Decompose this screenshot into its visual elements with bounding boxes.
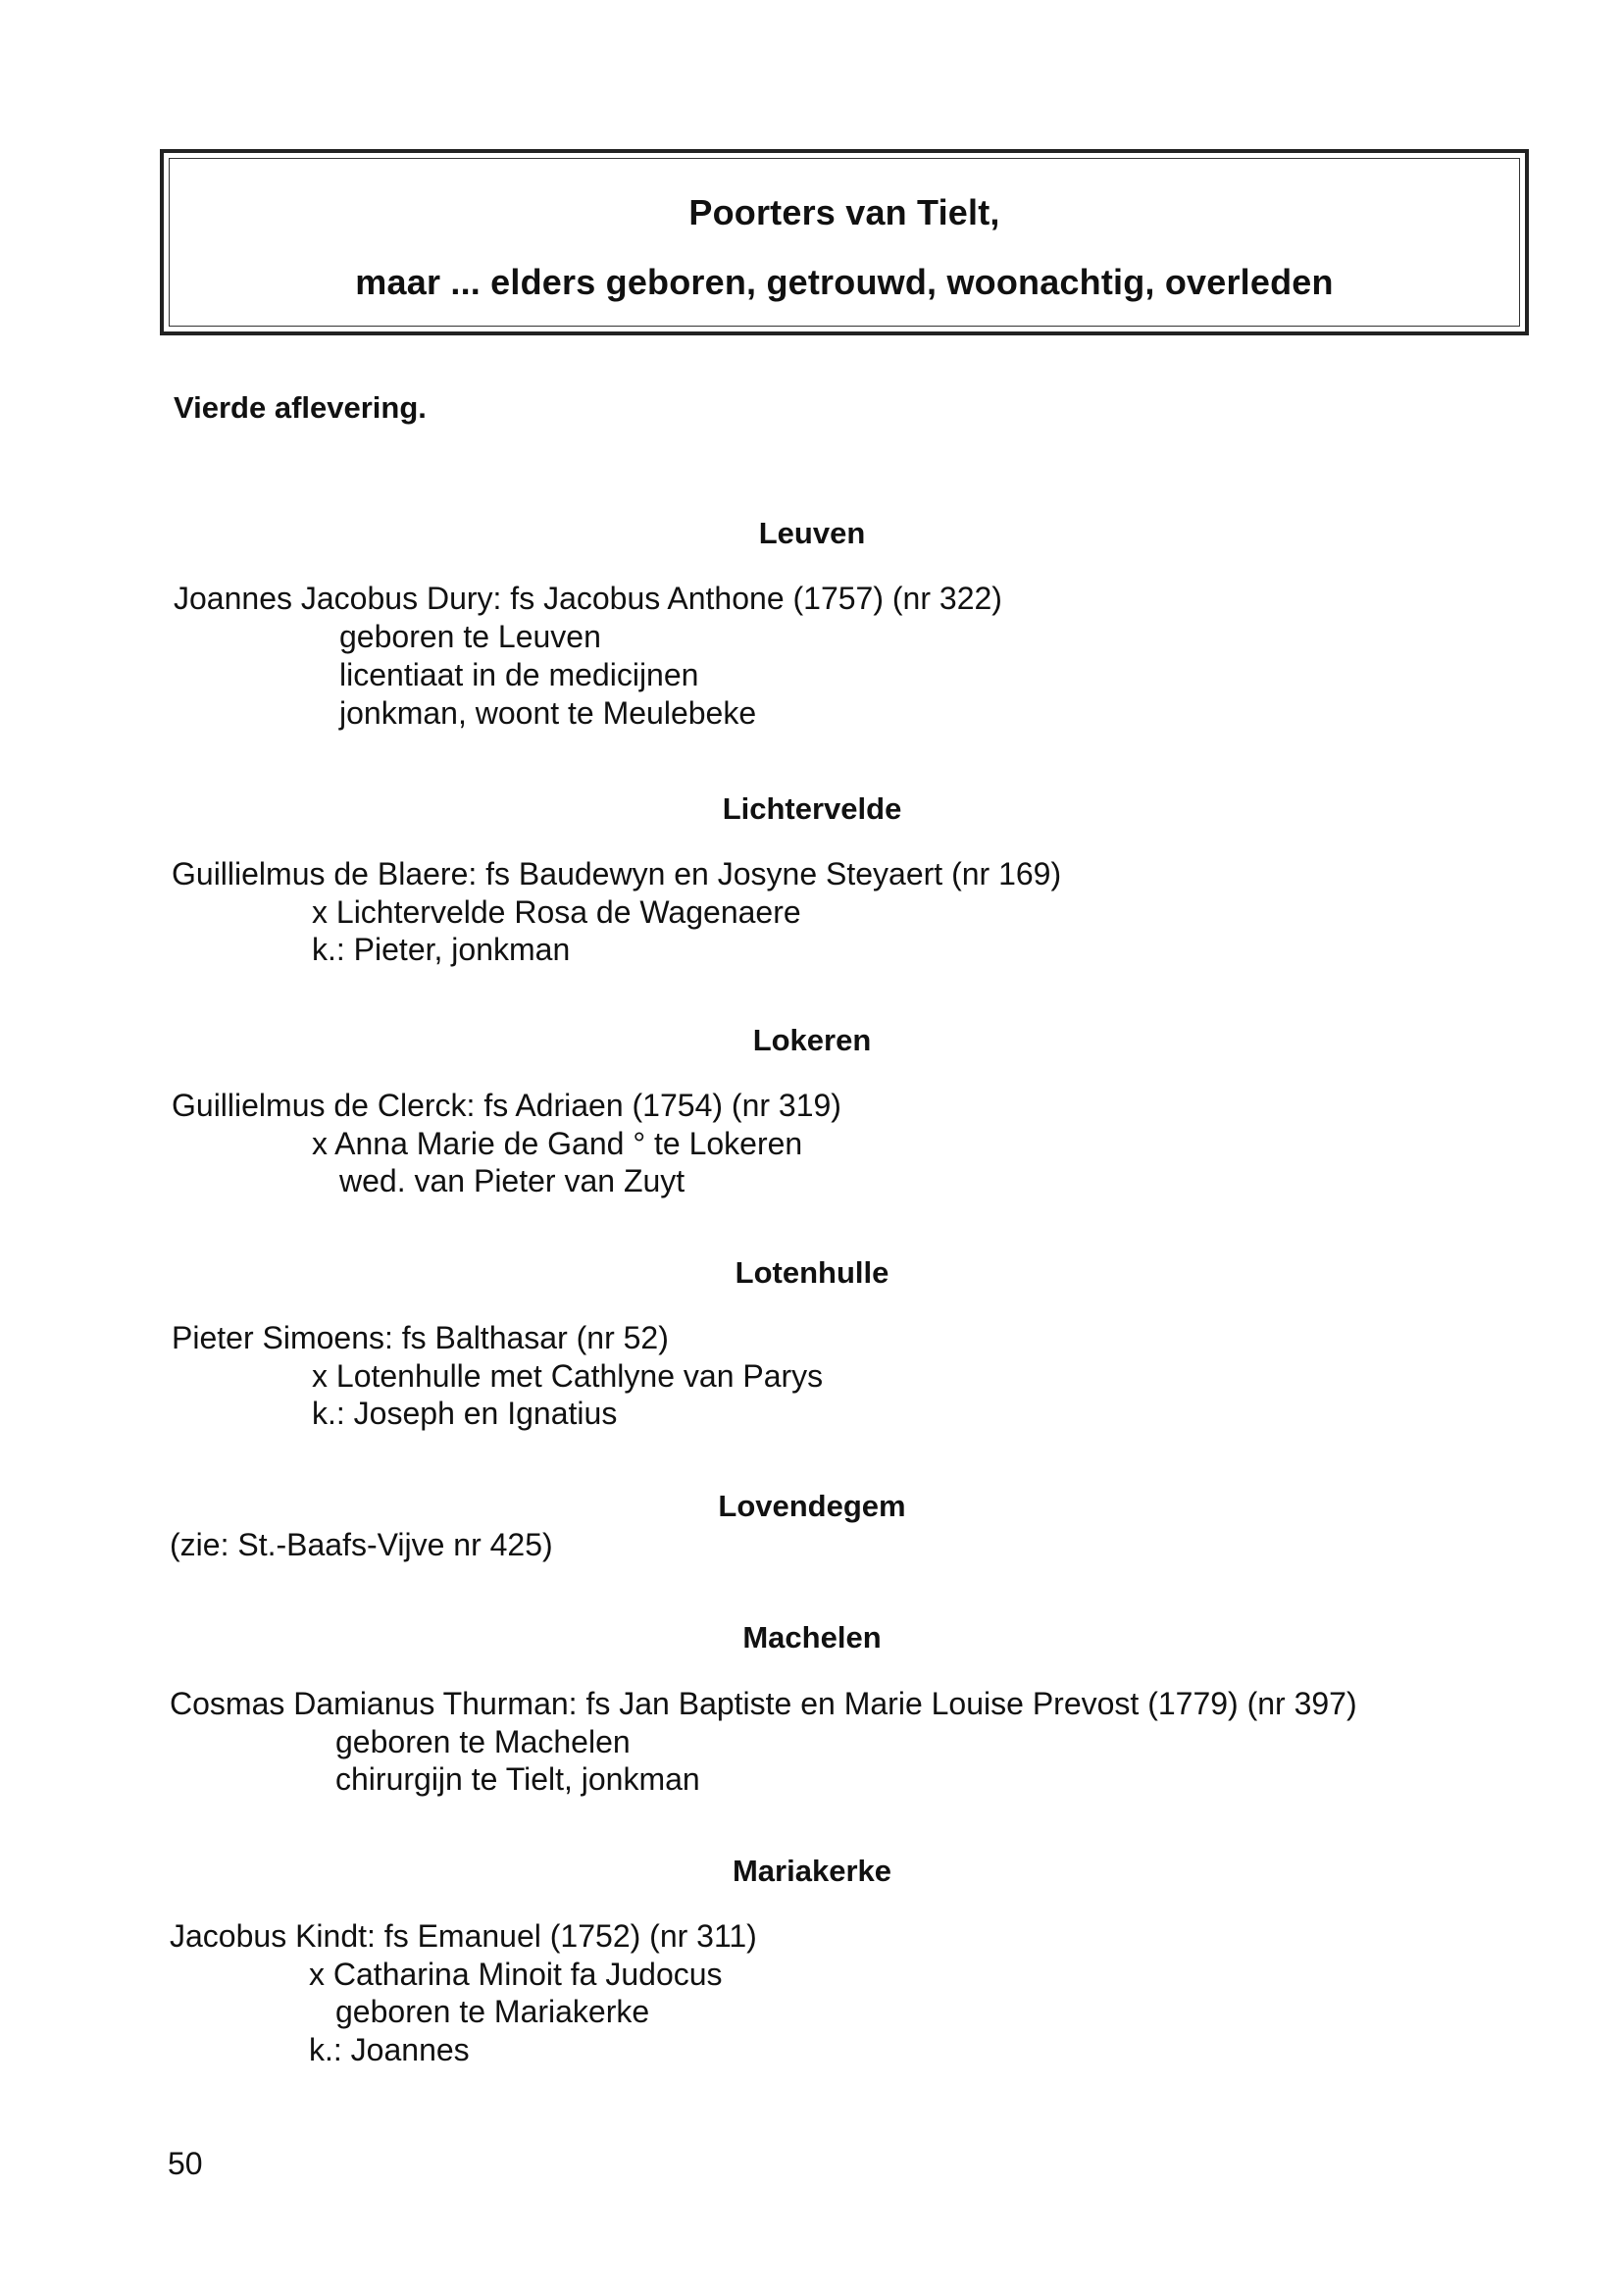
section-heading-machelen: Machelen bbox=[742, 1620, 882, 1655]
entry-line: geboren te Machelen bbox=[335, 1724, 631, 1759]
section-heading-lovendegem: Lovendegem bbox=[718, 1489, 906, 1523]
entry-line: Cosmas Damianus Thurman: fs Jan Baptiste en Marie Louise Prevost (1779) (nr 397) bbox=[170, 1686, 1357, 1721]
section-heading-leuven: Leuven bbox=[758, 516, 866, 550]
entry-line: wed. van Pieter van Zuyt bbox=[339, 1163, 685, 1198]
entry-line: jonkman, woont te Meulebeke bbox=[339, 695, 757, 731]
entry-line: x Anna Marie de Gand ° te Lokeren bbox=[312, 1126, 803, 1161]
title-line-1: Poorters van Tielt, bbox=[688, 192, 1000, 232]
entry-line: geboren te Mariakerke bbox=[335, 1994, 650, 2029]
title-line-2: maar ... elders geboren, getrouwd, woonachtig, overleden bbox=[355, 262, 1334, 302]
entry-line: chirurgijn te Tielt, jonkman bbox=[335, 1761, 700, 1797]
entry-line: Jacobus Kindt: fs Emanuel (1752) (nr 311) bbox=[170, 1918, 757, 1954]
section-heading-mariakerke: Mariakerke bbox=[732, 1854, 891, 1888]
entry-line: (zie: St.-Baafs-Vijve nr 425) bbox=[170, 1527, 553, 1562]
entry-line: k.: Joseph en Ignatius bbox=[312, 1396, 618, 1431]
entry-line: licentiaat in de medicijnen bbox=[339, 657, 699, 692]
entry-line: Guillielmus de Clerck: fs Adriaen (1754) (nr 319) bbox=[172, 1088, 841, 1123]
page-number: 50 bbox=[168, 2146, 203, 2181]
entry-line: Joannes Jacobus Dury: fs Jacobus Anthone (1757) (nr 322) bbox=[174, 581, 1002, 616]
entry-line: x Lotenhulle met Cathlyne van Parys bbox=[312, 1358, 824, 1394]
entry-line: x Catharina Minoit fa Judocus bbox=[309, 1957, 723, 1992]
section-heading-lichtervelde: Lichtervelde bbox=[722, 791, 902, 826]
section-heading-lokeren: Lokeren bbox=[752, 1023, 872, 1057]
entry-line: Guillielmus de Blaere: fs Baudewyn en Josyne Steyaert (nr 169) bbox=[172, 856, 1062, 891]
entry-line: Pieter Simoens: fs Balthasar (nr 52) bbox=[172, 1320, 669, 1355]
subtitle: Vierde aflevering. bbox=[174, 390, 427, 425]
entry-line: x Lichtervelde Rosa de Wagenaere bbox=[312, 894, 801, 930]
section-heading-lotenhulle: Lotenhulle bbox=[735, 1255, 889, 1290]
entry-line: k.: Joannes bbox=[309, 2032, 470, 2067]
title-box bbox=[160, 149, 1529, 335]
entry-line: geboren te Leuven bbox=[339, 619, 601, 654]
entry-line: k.: Pieter, jonkman bbox=[312, 932, 571, 967]
